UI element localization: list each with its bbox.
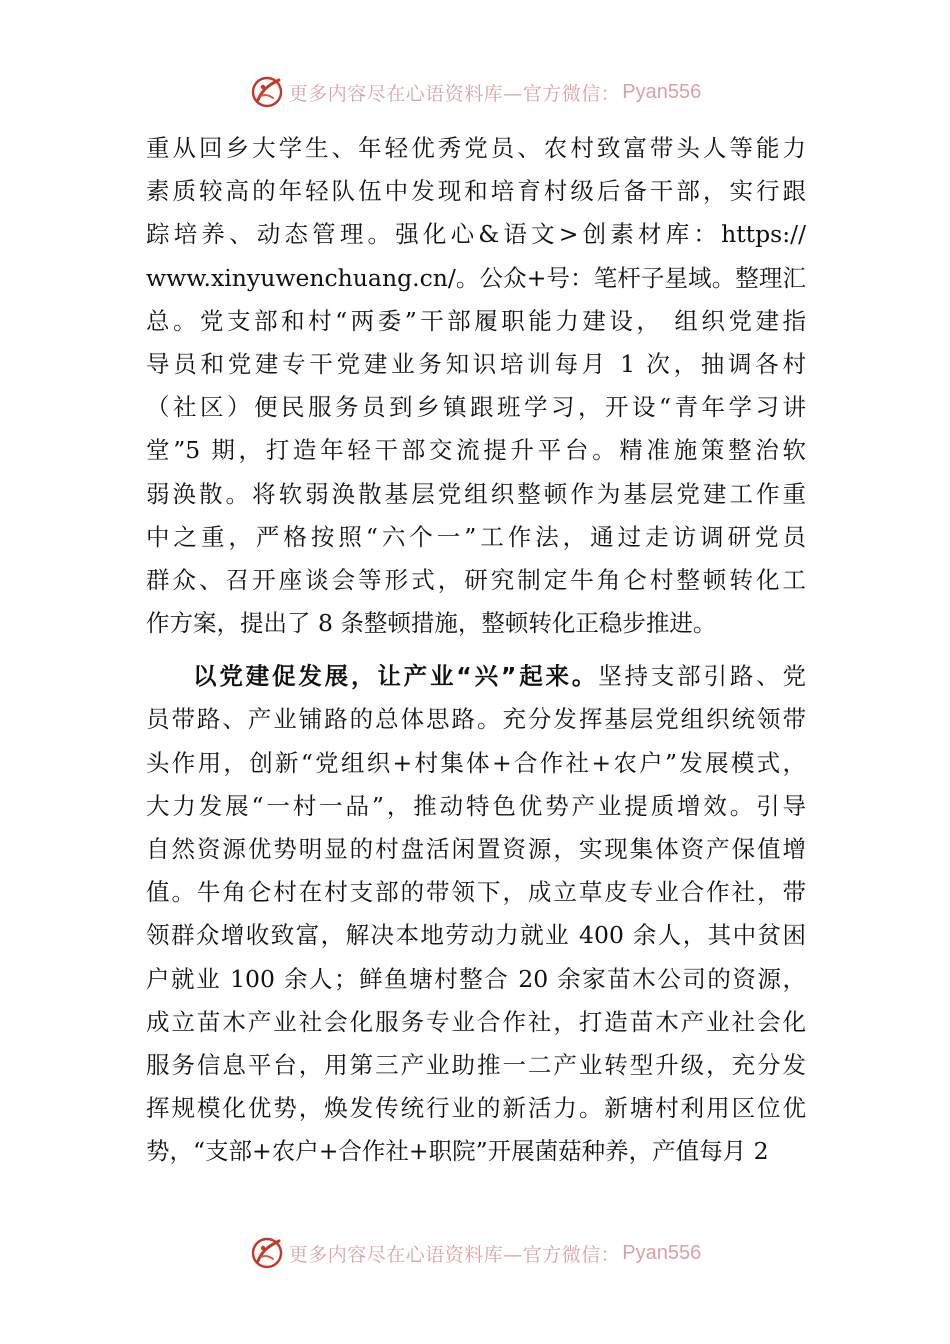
brush-logo-icon (249, 1235, 285, 1271)
text-line: 自然资源优势明显的村盘活闲置资源，实现集体资产保值增 (146, 835, 806, 863)
text-line: 总。党支部和村“两委”干部履职能力建设， 组织党建指 (146, 306, 806, 335)
paragraph-1 (146, 127, 806, 645)
banner-wechat-id: Pyan556 (622, 1241, 702, 1264)
footer-banner (0, 1233, 950, 1273)
text-line: 大力发展“一村一品”，推动特色优势产业提质增效。引导 (146, 791, 806, 820)
text-line: 势，“支部+农户+合作社+职院”开展菌菇种养，产值每月 2 (146, 1137, 769, 1166)
text-line: 挥规模化优势，焕发传统行业的新活力。新塘村利用区位优 (146, 1094, 806, 1123)
text-line: 导员和党建专干党建业务知识培训每月 1 次，抽调各村 (146, 349, 806, 378)
text-line: 值。牛角仑村在村支部的带领下，成立草皮专业合作社，带 (146, 878, 806, 907)
brush-logo-icon (249, 74, 285, 110)
text-line: 员带路、产业铺路的总体思路。充分发挥基层党组织统领带 (146, 705, 806, 734)
text-line: 中之重，严格按照“六个一”工作法，通过走访调研党员 (146, 522, 806, 551)
text-line: 素质较高的年轻队伍中发现和培育村级后备干部，实行跟 (146, 177, 806, 206)
paragraph-2 (146, 655, 806, 1173)
text-line: www.xinyuwenchuang.cn/。公众+号：笔杆子星域。整理汇 (146, 263, 806, 292)
banner-text: 更多内容尽在心语资料库—官方微信： (288, 82, 621, 105)
header-banner (0, 72, 950, 112)
text-line: 头作用，创新“党组织+村集体+合作社+农户”发展模式， (146, 748, 806, 777)
section-heading: 以党建促发展，让产业“兴”起来。 (193, 662, 599, 691)
text-line: 领群众增收致富，解决本地劳动力就业 400 余人，其中贫困 (146, 921, 806, 950)
text-line: 弱涣散。将软弱涣散基层党组织整顿作为基层党建工作重 (146, 479, 806, 508)
body-text (146, 127, 806, 1174)
text-line: （社区）便民服务员到乡镇跟班学习，开设“青年学习讲 (146, 393, 806, 422)
text-line: 踪培养、动态管理。强化心&语文>创素材库：https:// (146, 220, 806, 249)
banner-text: 更多内容尽在心语资料库—官方微信： (288, 1243, 621, 1266)
text-line: 重从回乡大学生、年轻优秀党员、农村致富带头人等能力 (146, 134, 806, 162)
text-line: 堂”5 期，打造年轻干部交流提升平台。精准施策整治软 (146, 436, 806, 465)
text-line: 户就业 100 余人；鲜鱼塘村整合 20 余家苗木公司的资源， (146, 964, 806, 993)
heading-continuation: 坚持支部引路、党 (598, 662, 806, 691)
text-line: 作方案，提出了 8 条整顿措施，整顿转化正稳步推进。 (146, 609, 717, 638)
text-line (146, 655, 806, 698)
banner-wechat-id: Pyan556 (622, 80, 702, 103)
text-line: 服务信息平台，用第三产业助推一二产业转型升级，充分发 (146, 1050, 806, 1079)
text-line: 群众、召开座谈会等形式，研究制定牛角仑村整顿转化工 (146, 565, 806, 594)
text-line: 成立苗木产业社会化服务专业合作社，打造苗木产业社会化 (146, 1007, 806, 1036)
